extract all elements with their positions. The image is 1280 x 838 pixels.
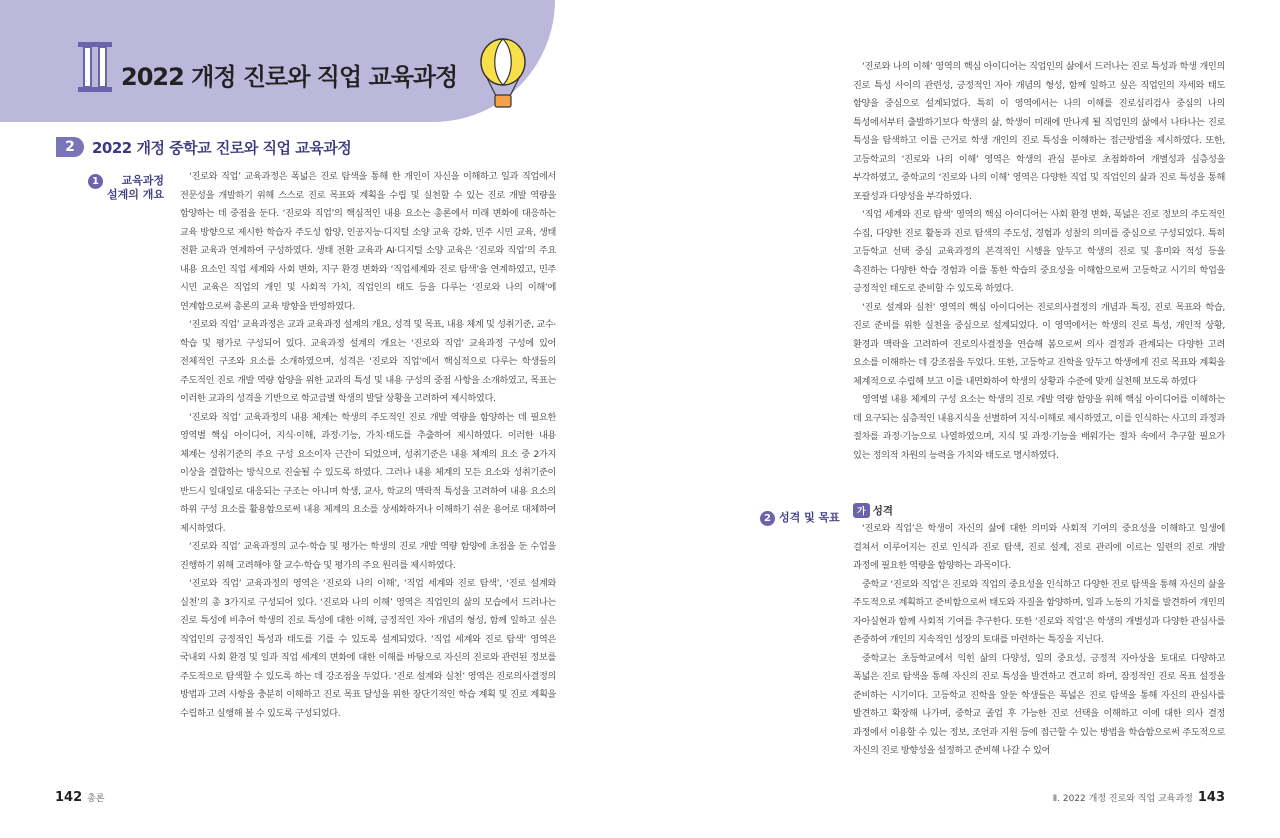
body-paragraph: 중학교는 초등학교에서 익힌 삶의 다양성, 일의 중요성, 긍정적 자아상을 토대로 다양하고 폭넓은 진로 탐색을 통해 자신의 진로 특성을 발견하고 견고히 하며, 잠정적인 진로 목표 설정을 준비하는 시기이다. 고등학교 진학을 앞둔 학생들은 폭넓은 진로 탐색을 통해 자신의 관심사를 발견하고 확장해 나가며, 중학교 졸업 후 가능한 진로 선택을 이해하고 이에 대한 의사 결정 과정에서 이용할 수 있는 정보, 조언과 지원 등에 접근할 수 있는 방법을 학습함으로써 주도적으로 자신의 진로 방향성을 설정하고 준비해 나갈 수 있어 [853, 652, 1225, 756]
right-column-body [853, 58, 1225, 470]
nature-section-body [853, 520, 1225, 776]
section-heading [56, 137, 351, 157]
subsection-label-design-overview [88, 174, 164, 202]
body-paragraph: ‘진로 설계와 실천’ 영역의 핵심 아이디어는 진로의사결정의 개념과 특징, 진로 목표와 학습, 진로 준비를 위한 실천을 중심으로 설계되었다. 이 영역에서는 학생의 진로 특성, 개인적 상황, 환경과 맥락을 고려하여 진로의사결정을 연습해 봄으로써 의사 결정과 관계되는 다양한 고려 요소를 이해하는 데 강조점을 두었다. 또한, 고등학교 진학을 앞두고 학생에게 진로 목표와 계획을 체계적으로 수립해 보고 이를 내면화하여 학생의 상황과 수준에 맞게 실천해 보도록 하였다 [853, 301, 1225, 387]
body-paragraph: ‘진로와 나의 이해’ 영역의 핵심 아이디어는 직업인의 삶에서 드러나는 진로 특성과 학생 개인의 진로 특성 사이의 관련성, 긍정적인 자아 개념의 형성, 함께 일하고 싶은 직업인의 자세와 태도 함양을 중심으로 설계되었다. 특히 이 영역에서는 나의 이해를 진로심리검사 중심의 나의 특성에서부터 출발하기보다 학생의 삶, 학생이 미래에 만나게 될 직업인의 삶에서 나타나는 진로 특성을 탐색하고 이를 근거로 학생 개인의 진로 특성을 이해하는 접근방법을 제시하였다. 또한, 고등학교의 ‘진로와 나의 이해’ 영역은 학생의 관심 분야로 초점화하여 개별성과 심층성을 부각하였고, 중학교의 ‘진로와 나의 이해’ 영역은 다양한 직업 및 직업인의 삶과 진로 특성을 통해 포괄성과 다양성을 부각하였다. [853, 61, 1225, 202]
sub-heading-badge: 가 [853, 503, 870, 518]
subsection-label-line2: 설계의 개요 [107, 188, 164, 201]
roman-numeral-two-icon [78, 42, 112, 92]
section-title: 2022 개정 중학교 진로와 직업 교육과정 [92, 138, 352, 157]
page-number-right: 143 [1197, 790, 1225, 805]
body-paragraph: ‘진로와 직업’은 학생이 자신의 삶에 대한 의미와 사회적 기여의 중요성을 이해하고 일생에 걸쳐서 이루어지는 진로 인식과 진로 탐색, 진로 설계, 진로 관리에 이르는 일련의 진로 개발 과정에 필요한 역량을 함양하는 과목이다. [853, 523, 1225, 571]
body-paragraph: ‘진로와 직업’ 교육과정은 폭넓은 진로 탐색을 통해 한 개인이 자신을 이해하고 일과 직업에서 전문성을 개발하기 위해 스스로 진로 목표와 계획을 수립 및 실천할 수 있는 진로 개발 역량을 함양하는 데 중점을 둔다. ‘진로와 직업’의 핵심적인 내용 요소는 총론에서 미래 변화에 대응하는 교육 방향으로 제시한 학습자 주도성 함양, 인공지능·디지털 소양 교육 강화, 민주 시민 교육, 생태 전환 교육과 연계하여 구성하였다. 생태 전환 교육과 AI·디지털 소양 교육은 ‘진로와 직업’의 주요 내용 요소인 직업 세계와 사회 변화, 지구 환경 변화와 ‘직업세계와 진로 탐색’을 연계하였고, 민주 시민 교육은 직업의 개인 및 사회적 가치, 직업인의 태도 등을 다루는 ‘진로와 나의 이해’에 연계함으로써 총론의 교육 방향을 반영하였다. [180, 171, 556, 312]
footer-right [1048, 790, 1225, 805]
footer-section-right: Ⅱ. 2022 개정 진로와 직업 교육과정 [1052, 794, 1193, 804]
body-paragraph: 영역별 내용 체계의 구성 요소는 학생의 진로 개발 역량 함양을 위해 핵심 아이디어를 이해하는 데 요구되는 심층적인 내용지식을 선별하여 지식·이해로 제시하였고, 이를 인식하는 사고의 과정과 절차를 과정·기능으로 나열하였으며, 지식 및 과정·기능을 배워가는 절차 속에서 추구할 필요가 있는 정의적 차원의 능력을 가치와 태도로 명시하였다. [853, 394, 1225, 461]
footer-left [55, 790, 110, 805]
body-paragraph: ‘진로와 직업’ 교육과정의 교수·학습 및 평가는 학생의 진로 개발 역량 함양에 초점을 둔 수업을 진행하기 위해 고려해야 할 교수·학습 및 평가의 주요 원리를 제시하였다. [180, 541, 556, 571]
page-number-left: 142 [55, 790, 83, 805]
body-paragraph: ‘진로와 직업’ 교육과정은 교과 교육과정 설계의 개요, 성격 및 목표, 내용 체계 및 성취기준, 교수·학습 및 평가로 구성되어 있다. 교육과정 설계의 개요는 ‘진로와 직업’ 교육과정 구성에 있어 전체적인 구조와 요소를 소개하였으며, 성격은 ‘진로와 직업’에서 핵심적으로 다루는 학생들의 주도적인 진로 개발 역량 함양을 위한 교과의 특성 및 내용 구성의 중점 사항을 소개하였고, 목표는 이러한 교과의 성격을 기반으로 학교급별 학생의 발달 상황을 고려하여 제시하였다. [180, 319, 556, 404]
body-paragraph: ‘진로와 직업’ 교육과정의 영역은 ‘진로와 나의 이해’, ‘직업 세계와 진로 탐색’, ‘진로 설계와 실천’의 총 3가지로 구성되어 있다. ‘진로와 나의 이해’ 영역은 직업인의 삶의 모습에서 드러나는 진로 특성에 비추어 학생의 진로 특성에 대한 이해, 긍정적인 자아 개념의 형성, 함께 일하고 싶은 직업인의 긍정적인 특성과 태도를 기를 수 있도록 설계되었다. ‘직업 세계와 진로 탐색’ 영역은 국내외 사회 환경 및 일과 직업 세계의 변화에 대한 이해를 바탕으로 자신의 진로와 관련된 정보를 주도적으로 탐색할 수 있도록 하는 데 강조점을 두었다. ‘진로 설계와 실천’ 영역은 진로의사결정의 방법과 고려 사항을 충분히 이해하고 진로 목표 달성을 위한 장단기적인 학습 계획 및 진로 계획을 수립하고 실행해 볼 수 있도록 구성되었다. [180, 578, 556, 719]
subsection-label-text: 성격 및 목표 [779, 511, 840, 524]
chapter-title: 2022 개정 진로와 직업 교육과정 [121, 63, 458, 91]
subsection-label-line1: 교육과정 [121, 174, 164, 187]
section-number: 2 [56, 137, 84, 157]
body-paragraph: ‘진로와 직업’ 교육과정의 내용 체계는 학생의 주도적인 진로 개발 역량을 함양하는 데 필요한 영역별 핵심 아이디어, 지식·이해, 과정·기능, 가치·태도를 추출하여 제시하였다. 이러한 내용 체계는 성취기준의 주요 구성 요소이자 근간이 되었으며, 성취기준은 내용 체계의 요소 중 2가지 이상을 결합하는 방식으로 진술될 수 있도록 하였다. 그러나 내용 체계의 모든 요소와 성취기준이 반드시 일대일로 대응되는 구조는 아니며 학생, 교사, 학교의 맥락적 특성을 고려하여 내용 요소의 하위 구성 요소를 활용함으로써 내용 체계의 요소를 상세화하거나 이해하기 쉬운 용어로 대체하여 제시하였다. [180, 411, 556, 534]
footer-section-left: 총론 [87, 794, 105, 804]
sub-heading-title: 성격 [872, 505, 893, 517]
hot-air-balloon-icon [478, 38, 528, 112]
body-paragraph: ‘직업 세계와 진로 탐색’ 영역의 핵심 아이디어는 사회 환경 변화, 폭넓은 진로 정보의 주도적인 수집, 다양한 진로 활동과 진로 탐색의 주도성, 경험과 성찰의 의미를 중심으로 구성되었다. 특히 고등학교 선택 중심 교육과정의 본격적인 시행을 앞두고 학생의 진로 및 흥미와 적성 등을 촉진하는 다양한 학습 경험과 이를 통한 학습의 중요성을 이해함으로써 고등학교 시기의 학업을 긍정적인 태도로 준비할 수 있도록 하였다. [853, 209, 1225, 294]
sub-heading-nature [853, 503, 893, 518]
body-paragraph: 중학교 ‘진로와 직업’은 진로와 직업의 중요성을 인식하고 다양한 진로 탐색을 통해 자신의 삶을 주도적으로 계획하고 준비함으로써 태도와 자질을 함양하며, 일과 노동의 가치를 발견하여 개인의 자아실현과 함께 사회적 기여를 추구한다. 또한 ‘진로와 직업’은 학생의 개별성과 다양한 관심사를 존중하여 개인의 지속적인 성장의 토대를 마련하는 특징을 지닌다. [853, 578, 1225, 645]
left-column-body [180, 168, 556, 760]
subsection-number-badge: 2 [760, 511, 775, 526]
subsection-number-badge: 1 [88, 174, 103, 189]
subsection-label-nature-goals [760, 511, 840, 526]
